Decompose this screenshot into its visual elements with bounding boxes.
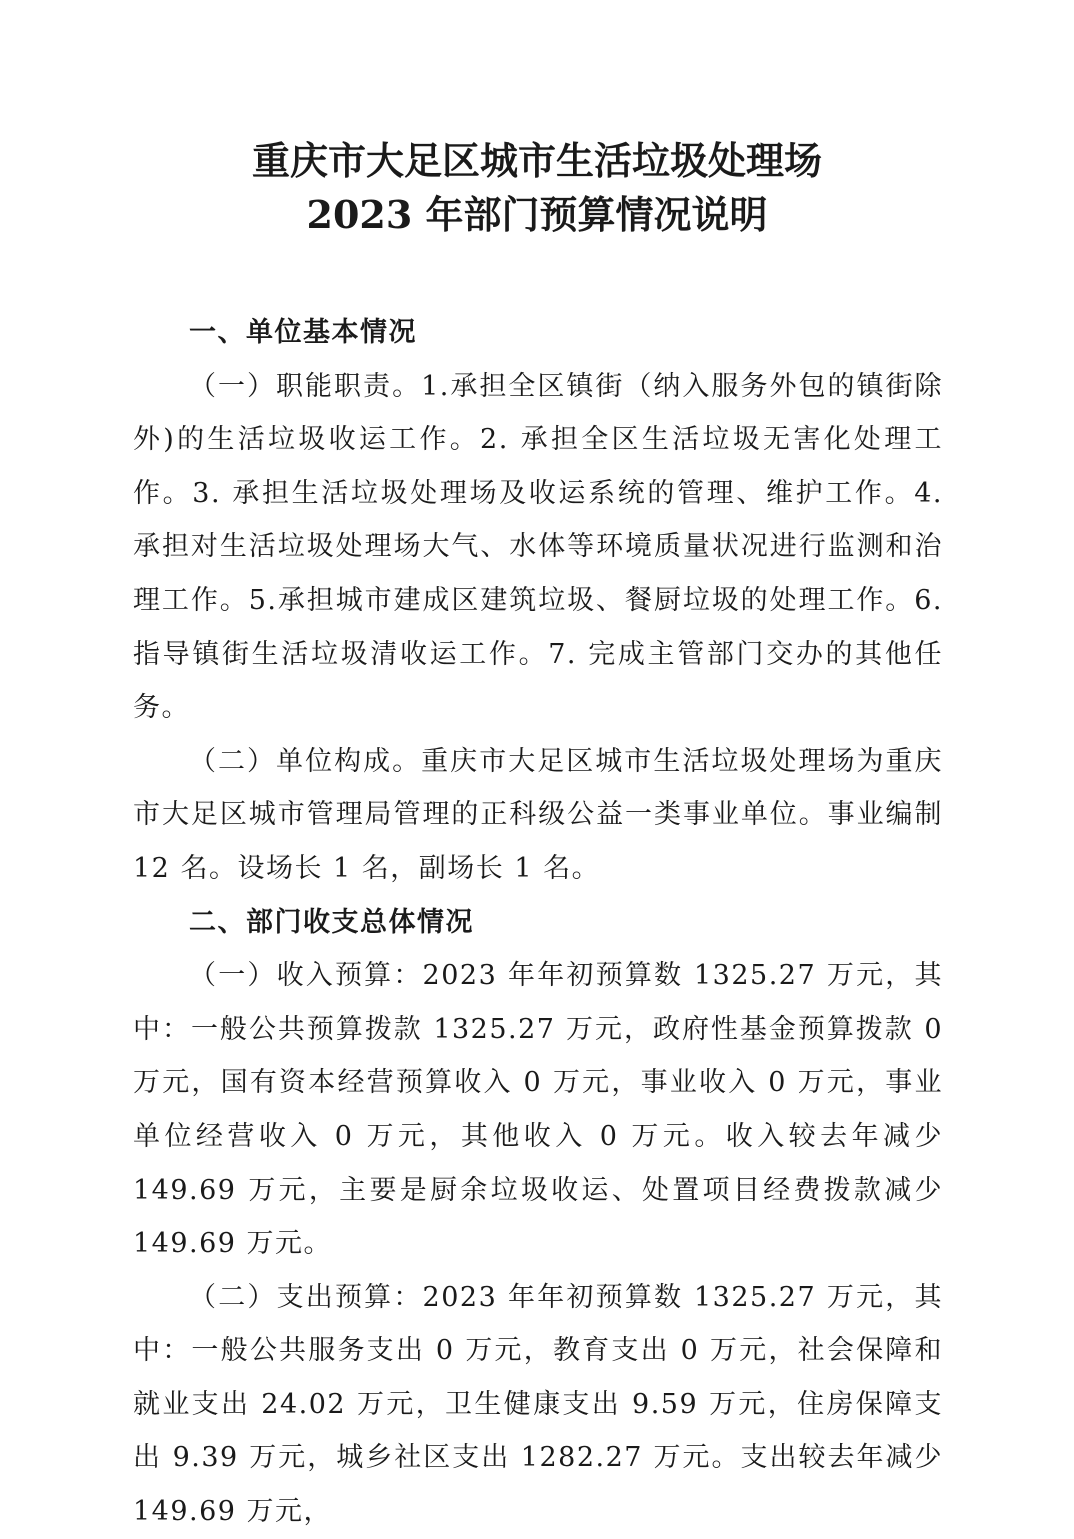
- section2-paragraph-expenditure: （二）支出预算：2023 年年初预算数 1325.27 万元，其中：一般公共服务支出 0 万元，教育支出 0 万元，社会保障和就业支出 24.02 万元，卫生健康支出 9.59 万元，住房保障支出 9.39 万元，城乡社区支出 1282.27 万元。支出较去年减少 149.69 万元，: [133, 1281, 943, 1528]
- section2-heading: 二、部门收支总体情况: [189, 906, 474, 938]
- document-title-line2: 2023 年部门预算情况说明: [306, 192, 768, 237]
- document-title-line1: 重庆市大足区城市生活垃圾处理场: [251, 138, 822, 183]
- section1-paragraph-composition: （二）单位构成。重庆市大足区城市生活垃圾处理场为重庆市大足区城市管理局管理的正科级公益一类事业单位。事业编制 12 名。设场长 1 名，副场长 1 名。: [133, 745, 943, 884]
- section1-paragraph-duties: （一）职能职责。1.承担全区镇街（纳入服务外包的镇街除外)的生活垃圾收运工作。2. 承担全区生活垃圾无害化处理工作。3. 承担生活垃圾处理场及收运系统的管理、维护工作。4. 承担对生活垃圾处理场大气、水体等环境质量状况进行监测和治理工作。5.承担城市建成区建筑垃圾、餐厨垃圾的处理工作。6. 指导镇街生活垃圾清收运工作。7. 完成主管部门交办的其他任务。: [133, 370, 943, 724]
- section1-heading: 一、单位基本情况: [189, 317, 417, 348]
- document-body: [133, 306, 943, 1539]
- section2-paragraph-income: （一）收入预算：2023 年年初预算数 1325.27 万元，其中：一般公共预算拨款 1325.27 万元，政府性基金预算拨款 0 万元，国有资本经营预算收入 0 万元，事业收入 0 万元，事业单位经营收入 0 万元，其他收入 0 万元。收入较去年减少 149.69 万元，主要是厨余垃圾收运、处置项目经费拨款减少 149.69 万元。: [133, 960, 943, 1260]
